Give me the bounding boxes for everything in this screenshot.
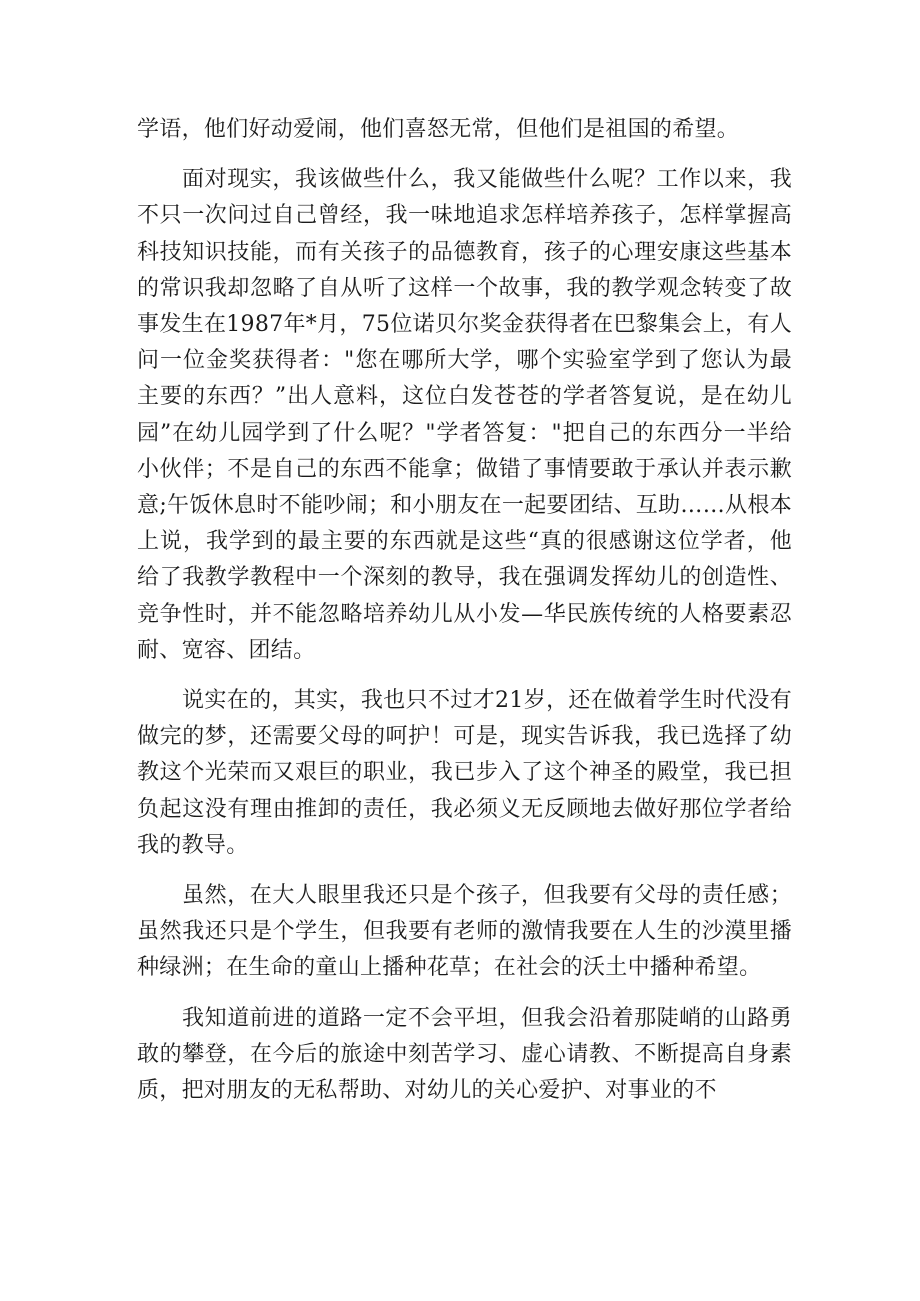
paragraph-4: 虽然，在大人眼里我还只是个孩子，但我要有父母的责任感；虽然我还只是个学生，但我要有老师的激情我要在人生的沙漠里播种绿洲；在生命的童山上播种花草；在社会的沃土中播种希望。	[137, 883, 792, 981]
paragraph-3: 说实在的，其实，我也只不过才21岁，还在做着学生时代没有做完的梦，还需要父母的呵护！可是，现实告诉我，我已选择了幼教这个光荣而又艰巨的职业，我已步入了这个神圣的殿堂，我已担负起这没有理由推卸的责任，我必须义无反顾地去做好那位学者给我的教导。	[137, 688, 792, 858]
paragraph-2: 面对现实，我该做些什么，我又能做些什么呢？工作以来，我不只一次问过自己曾经，我一味地追求怎样培养孩子，怎样掌握高科技知识技能，而有关孩子的品德教育，孩子的心理安康这些基本的常识我却忽略了自从听了这样一个故事，我的教学观念转变了故事发生在1987年*月，75位诺贝尔奖金获得者在巴黎集会上，有人问一位金奖获得者："您在哪所大学，哪个实验室学到了您认为最主要的东西？”出人意料，这位白发苍苍的学者答复说，是在幼儿园”在幼儿园学到了什么呢？"学者答复："把自己的东西分一半给小伙伴；不是自己的东西不能拿；做错了事情要敢于承认并表示歉意;午饭休息时不能吵闹；和小朋友在一起要团结、互助……从根本上说，我学到的最主要的东西就是这些“真的很感谢这位学者，他给了我教学教程中一个深刻的教导，我在强调发挥幼儿的创造性、竞争性时，并不能忽略培养幼儿从小发—华民族传统的人格要素忍耐、宽容、团结。	[137, 167, 792, 663]
paragraph-5: 我知道前进的道路一定不会平坦，但我会沿着那陡峭的山路勇敢的攀登，在今后的旅途中刻苦学习、虚心请教、不断提高自身素质，把对朋友的无私帮助、对幼儿的关心爱护、对事业的不	[137, 1005, 792, 1104]
paragraph-1: 学语，他们好动爱闹，他们喜怒无常，但他们是祖国的希望。	[137, 117, 740, 142]
document-body	[137, 112, 792, 1109]
